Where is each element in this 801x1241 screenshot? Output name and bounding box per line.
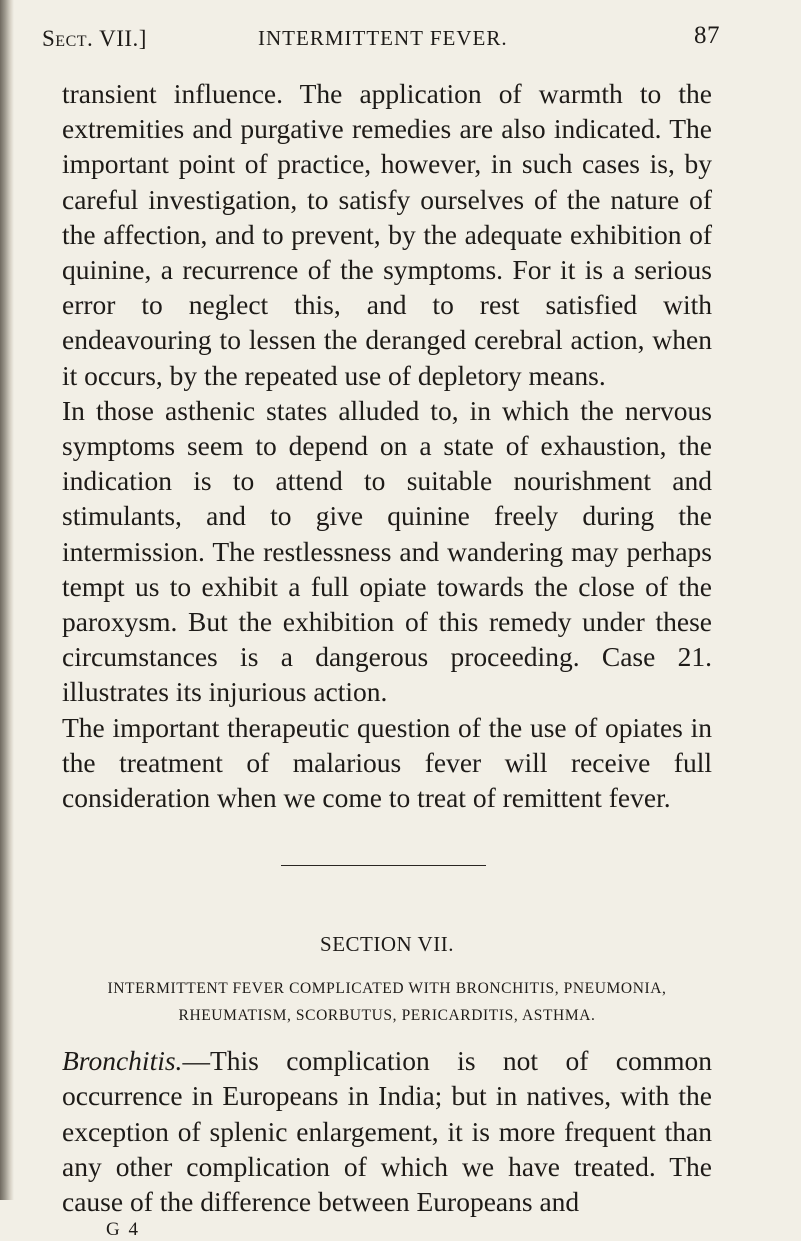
- signature-mark: G 4: [106, 1219, 140, 1241]
- section-body-text: —This complication is not of common occurrence in Europeans in India; but in natives, with the exception of splenic enlargement, it is more frequent than any other complication of which we have treated. The cause of the difference between Europeans and: [62, 1045, 712, 1218]
- running-head: [42, 18, 720, 62]
- section-heading: SECTION VII.: [320, 932, 454, 957]
- section-divider-rule: [281, 865, 486, 866]
- paragraph-asthenic-states: In those asthenic states alluded to, in which the nervous symptoms seem to depend on a state of exhaustion, the indication is to attend to suitable nourishment and stimulants, and to give quinine freely during the intermission. The restlessness and wandering may perhaps tempt us to exhibit a full opiate towards the close of the paroxysm. But the exhibition of this remedy under these circumstances is a dangerous proceeding. Case 21. illustrates its injurious action.: [62, 394, 712, 708]
- page-binding-edge: [0, 0, 14, 1200]
- paragraph-continued: transient influence. The application of warmth to the extremities and purgative remedies are also indicated. The important point of practice, however, in such cases is, by careful investigation, to satisfy ourselves of the nature of the affection, and to prevent, by the adequate exhibition of quinine, a recurrence of the symptoms. For it is a serious error to neglect this, and to rest satisfied with endeavouring to lessen the deranged cerebral action, when it occurs, by the repeated use of depletory means.: [62, 78, 712, 391]
- section-subtitle-line-1: INTERMITTENT FEVER COMPLICATED WITH BRONCHITIS, PNEUMONIA,: [107, 980, 667, 998]
- section-lead-in: Bronchitis.: [62, 1045, 183, 1077]
- book-page: [42, 18, 720, 1241]
- running-head-title: INTERMITTENT FEVER.: [258, 26, 508, 50]
- page-number: 87: [694, 22, 720, 49]
- section-body: [62, 1043, 712, 1219]
- section-subtitle: [62, 975, 712, 1029]
- paragraph-opiates-question: The important therapeutic question of the use of opiates in the treatment of malarious fever will receive full consideration when we come to treat of remittent fever.: [62, 711, 712, 814]
- body-text: [62, 76, 712, 815]
- running-head-section: Sect. VII.]: [42, 26, 147, 51]
- section-subtitle-line-2: RHEUMATISM, SCORBUTUS, PERICARDITIS, ASTHMA.: [178, 1007, 596, 1025]
